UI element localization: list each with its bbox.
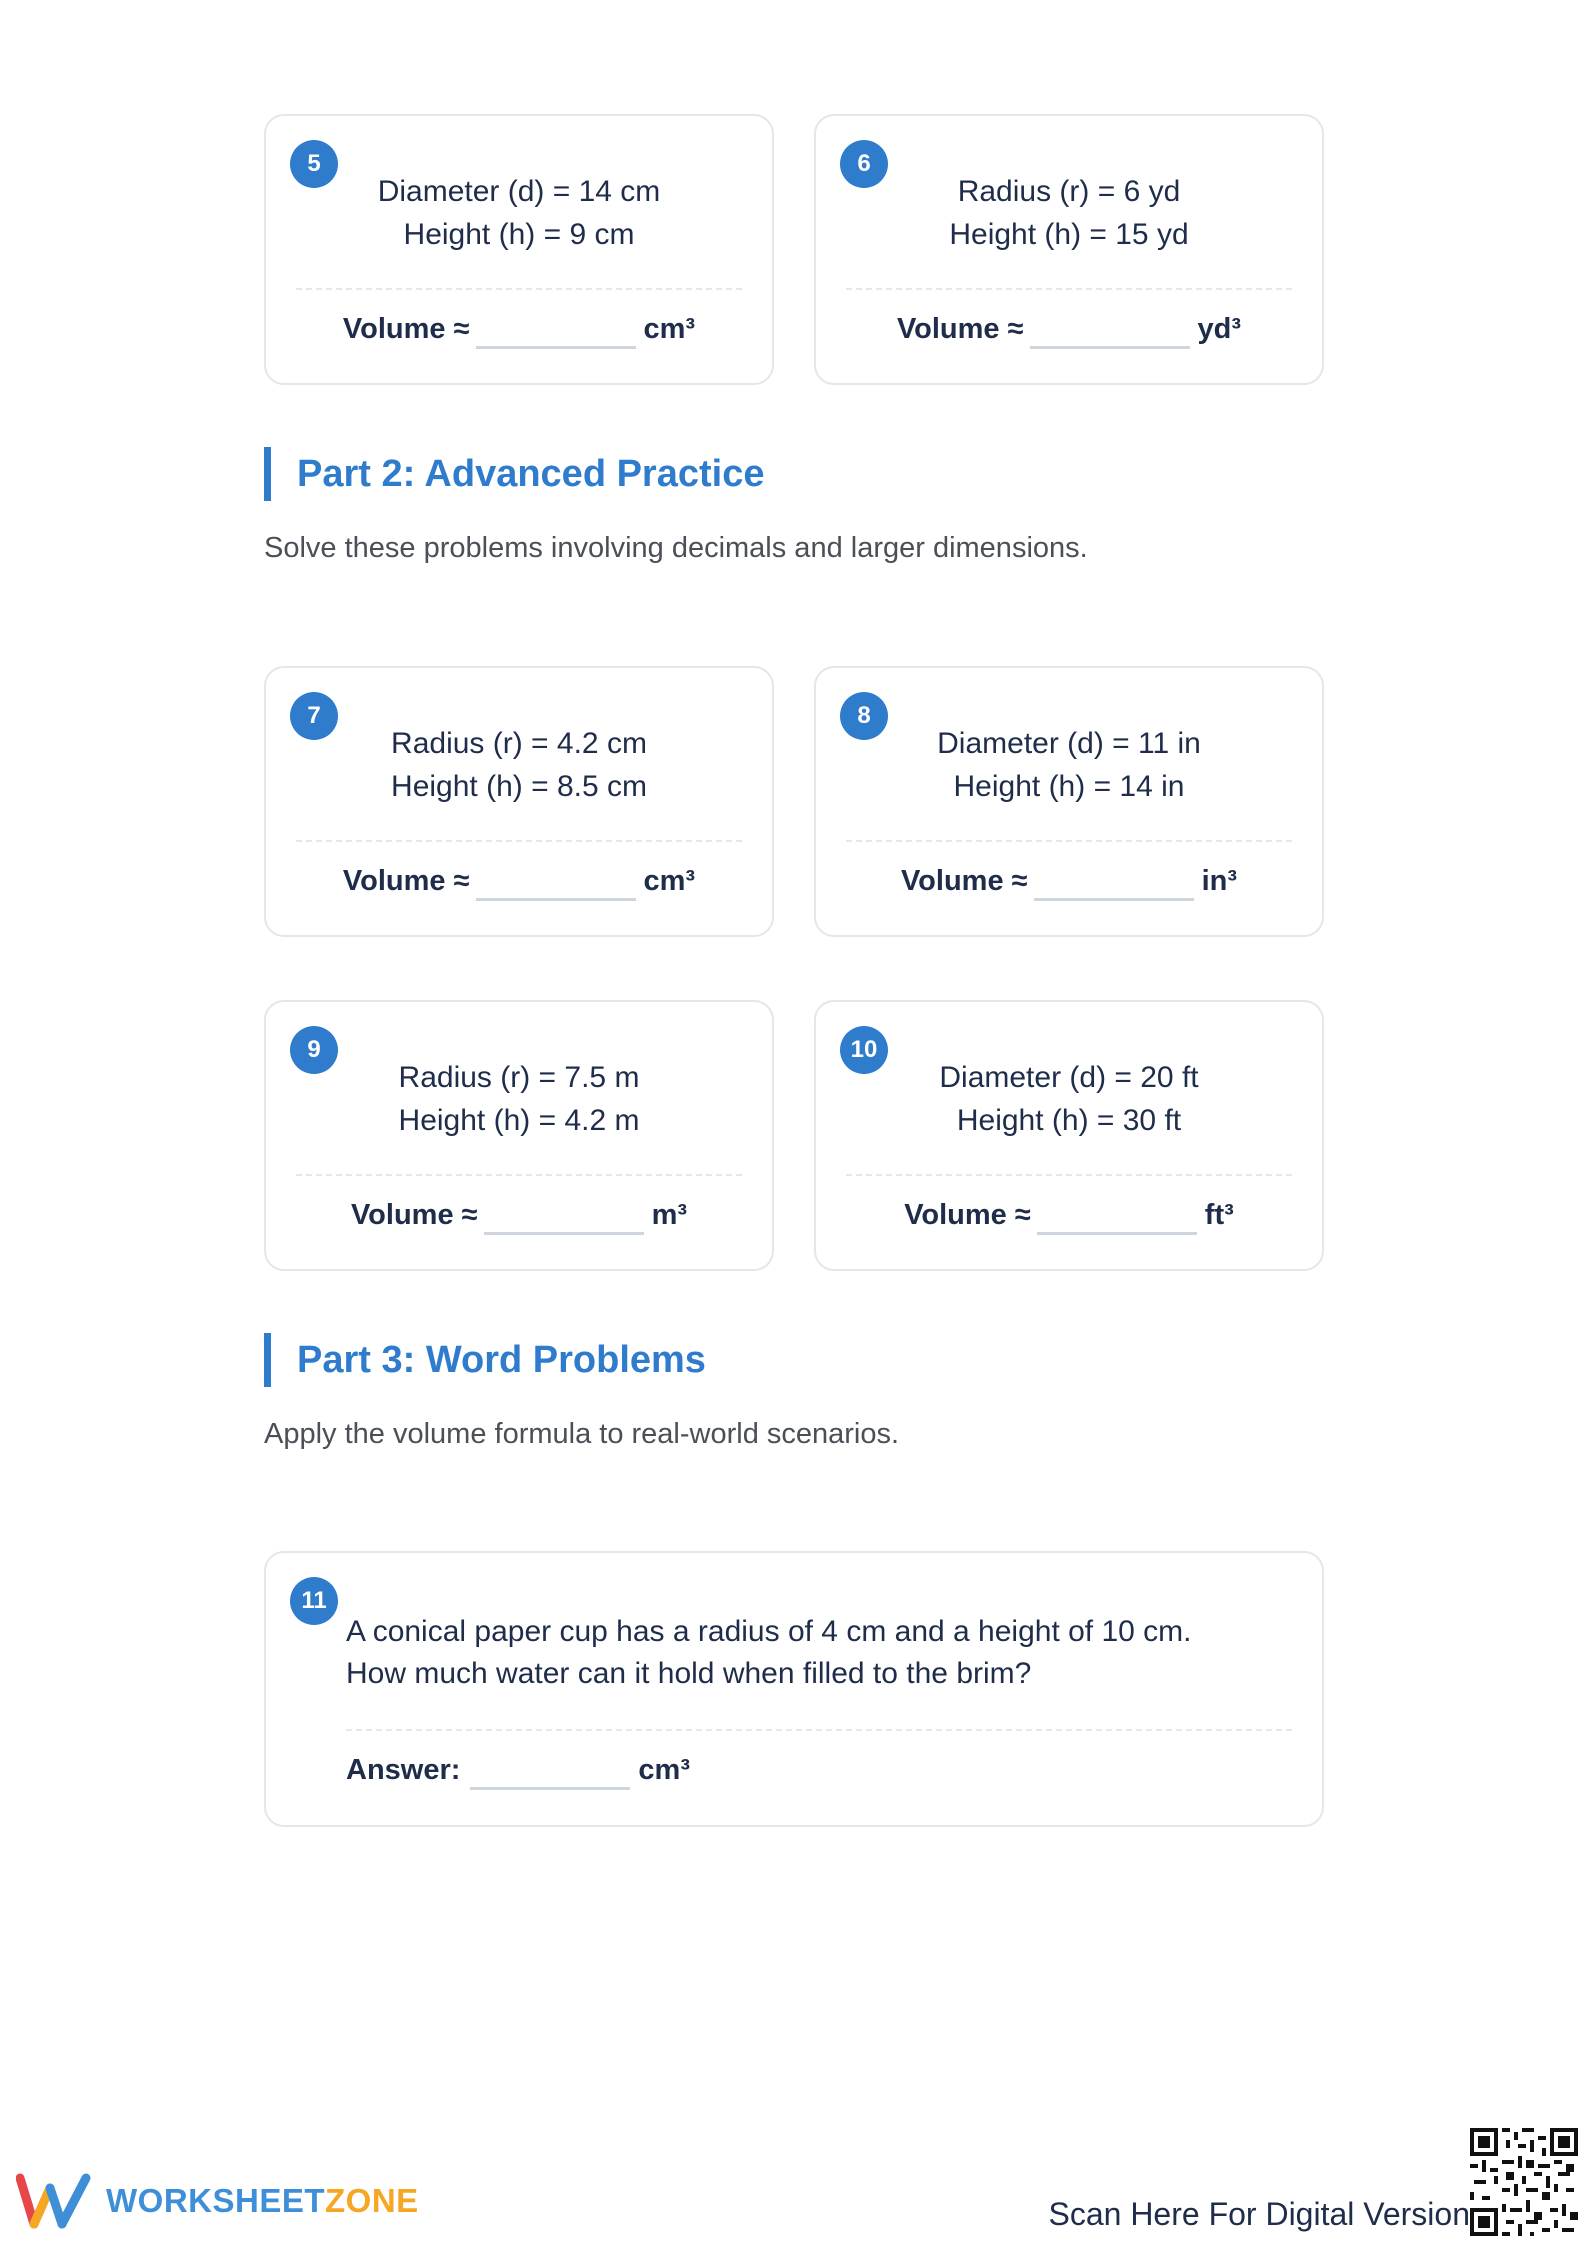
divider xyxy=(846,288,1292,290)
answer-label: Volume ≈ xyxy=(350,1199,478,1231)
problem-number-badge: 7 xyxy=(290,692,338,740)
problem-given xyxy=(266,722,772,808)
problem-given xyxy=(816,170,1322,256)
answer-label: Volume ≈ xyxy=(342,313,470,345)
answer-blank[interactable] xyxy=(1030,308,1190,349)
answer-label: Volume ≈ xyxy=(896,313,1024,345)
answer-blank[interactable] xyxy=(484,1194,644,1235)
divider xyxy=(846,1174,1292,1176)
word-problem-card-11 xyxy=(264,1551,1324,1827)
brand-name-part-1: WORKSHEET xyxy=(106,2182,325,2219)
problem-number-badge: 6 xyxy=(840,140,888,188)
given-line-2: Height (h) = 4.2 m xyxy=(398,1104,640,1137)
divider xyxy=(296,288,742,290)
problem-card-9 xyxy=(264,1000,774,1271)
given-line-2: Height (h) = 9 cm xyxy=(403,218,635,251)
problem-card-7 xyxy=(264,666,774,937)
problem-number-badge: 11 xyxy=(290,1577,338,1625)
given-line-1: Radius (r) = 4.2 cm xyxy=(391,727,647,760)
answer-row xyxy=(346,1749,690,1791)
problem-number-badge: 5 xyxy=(290,140,338,188)
answer-blank[interactable] xyxy=(476,308,636,349)
given-line-1: Radius (r) = 6 yd xyxy=(957,175,1181,208)
answer-row xyxy=(816,308,1322,350)
problem-given xyxy=(816,1056,1322,1142)
answer-label: Volume ≈ xyxy=(900,865,1028,897)
worksheetzone-logo xyxy=(16,2172,419,2230)
problem-number-badge: 10 xyxy=(840,1026,888,1074)
divider xyxy=(296,1174,742,1176)
section-description-part-3: Apply the volume formula to real-world scenarios. xyxy=(264,1418,900,1450)
answer-unit: yd³ xyxy=(1197,313,1242,345)
problem-given xyxy=(266,1056,772,1142)
answer-blank[interactable] xyxy=(470,1749,630,1790)
answer-blank[interactable] xyxy=(1034,860,1194,901)
answer-label: Volume ≈ xyxy=(904,1199,1031,1231)
divider xyxy=(296,840,742,842)
answer-unit: cm³ xyxy=(643,313,696,345)
given-line-1: Diameter (d) = 20 ft xyxy=(939,1061,1199,1094)
given-line-2: Height (h) = 8.5 cm xyxy=(391,770,647,803)
answer-unit: cm³ xyxy=(638,1754,690,1786)
answer-row xyxy=(266,308,772,350)
given-line-1: Radius (r) = 7.5 m xyxy=(398,1061,640,1094)
given-line-2: Height (h) = 14 in xyxy=(953,770,1185,803)
word-problem-text xyxy=(346,1611,1292,1695)
problem-card-8 xyxy=(814,666,1324,937)
answer-unit: ft³ xyxy=(1204,1199,1234,1231)
answer-unit: cm³ xyxy=(643,865,696,897)
section-description-part-2: Solve these problems involving decimals and larger dimensions. xyxy=(264,532,1088,564)
answer-blank[interactable] xyxy=(1037,1194,1197,1235)
given-line-1: Diameter (d) = 11 in xyxy=(937,727,1201,760)
problem-number-badge: 9 xyxy=(290,1026,338,1074)
given-line-2: Height (h) = 30 ft xyxy=(956,1104,1182,1137)
problem-given xyxy=(266,170,772,256)
problem-given xyxy=(816,722,1322,808)
answer-row xyxy=(266,860,772,902)
answer-row xyxy=(266,1194,772,1236)
answer-row xyxy=(816,1194,1322,1236)
brand-name xyxy=(106,2182,419,2220)
section-heading-part-3: Part 3: Word Problems xyxy=(264,1333,706,1387)
qr-code[interactable] xyxy=(1470,2128,1578,2236)
section-heading-part-2: Part 2: Advanced Practice xyxy=(264,447,764,501)
given-line-1: Diameter (d) = 14 cm xyxy=(377,175,661,208)
problem-number-badge: 8 xyxy=(840,692,888,740)
word-problem-line-2: How much water can it hold when filled to the brim? xyxy=(346,1657,1032,1690)
worksheetzone-w-icon xyxy=(16,2172,92,2230)
answer-label: Volume ≈ xyxy=(342,865,470,897)
divider xyxy=(346,1729,1292,1731)
answer-row xyxy=(816,860,1322,902)
answer-label: Answer: xyxy=(346,1754,461,1786)
answer-unit: m³ xyxy=(651,1199,688,1231)
problem-card-6 xyxy=(814,114,1324,385)
problem-card-5 xyxy=(264,114,774,385)
answer-blank[interactable] xyxy=(476,860,636,901)
scan-text: Scan Here For Digital Version xyxy=(1048,2196,1470,2232)
given-line-2: Height (h) = 15 yd xyxy=(949,218,1189,251)
word-problem-line-1: A conical paper cup has a radius of 4 cm and a height of 10 cm. xyxy=(346,1615,1192,1648)
brand-name-part-2: ZONE xyxy=(325,2182,419,2219)
problem-card-10 xyxy=(814,1000,1324,1271)
divider xyxy=(846,840,1292,842)
answer-unit: in³ xyxy=(1201,865,1237,897)
